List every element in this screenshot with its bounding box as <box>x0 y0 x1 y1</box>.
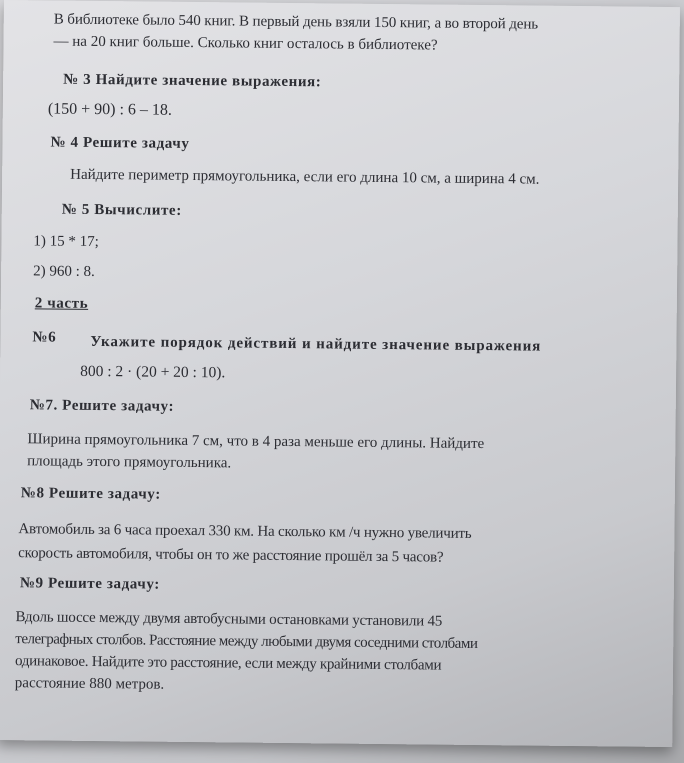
task4-text: Найдите периметр прямоугольника, если его длина 10 см, а ширина 4 см. <box>70 166 540 188</box>
task3-expression: (150 + 90) : 6 – 18. <box>47 100 173 119</box>
task5-heading: № 5 Вычислите: <box>61 201 182 219</box>
task6-expression: 800 : 2 · (20 + 20 : 10). <box>80 362 226 382</box>
part2-heading: 2 часть <box>34 295 89 312</box>
task7-heading: №7. Решите задачу: <box>29 397 175 415</box>
task5-item-2: 2) 960 : 8. <box>33 263 95 280</box>
task8-line-1: Автомобиль за 6 часа проехал 330 км. На сколько км /ч нужно увеличить <box>18 521 472 542</box>
task5-item-1: 1) 15 * 17; <box>33 233 99 251</box>
intro-line-2: — на 20 книг больше. Сколько книг осталось в библиотеке? <box>53 33 438 54</box>
task7-line-2: площадь этого прямоугольника. <box>27 453 232 472</box>
task8-line-2: скорость автомобиля, чтобы он то же расстояние прошёл за 5 часов? <box>18 545 444 566</box>
task3-heading: № 3 Найдите значение выражения: <box>63 71 322 91</box>
task7-line-1: Ширина прямоугольника 7 см, что в 4 раза меньше его длины. Найдите <box>27 431 485 453</box>
task4-heading: № 4 Решите задачу <box>50 134 190 152</box>
task9-heading: №9 Решите задачу: <box>19 575 160 593</box>
task9-line-4: расстояние 880 метров. <box>14 675 165 693</box>
intro-line-1: В библиотеке было 540 книг. В первый день взяли 150 книг, а во второй день <box>53 11 539 33</box>
task6-heading: Укажите порядок действий и найдите значение выражения <box>90 333 542 355</box>
task9-line-2: телеграфных столбов. Расстояние между любыми двумя соседними столбами <box>15 631 478 652</box>
task9-line-1: Вдоль шоссе между двумя автобусными остановками установили 45 <box>15 609 443 630</box>
task6-number: №6 <box>32 329 57 346</box>
task9-line-3: одинаковое. Найдите это расстояние, если между крайними столбами <box>14 653 442 674</box>
task8-heading: №8 Решите задачу: <box>20 485 161 503</box>
